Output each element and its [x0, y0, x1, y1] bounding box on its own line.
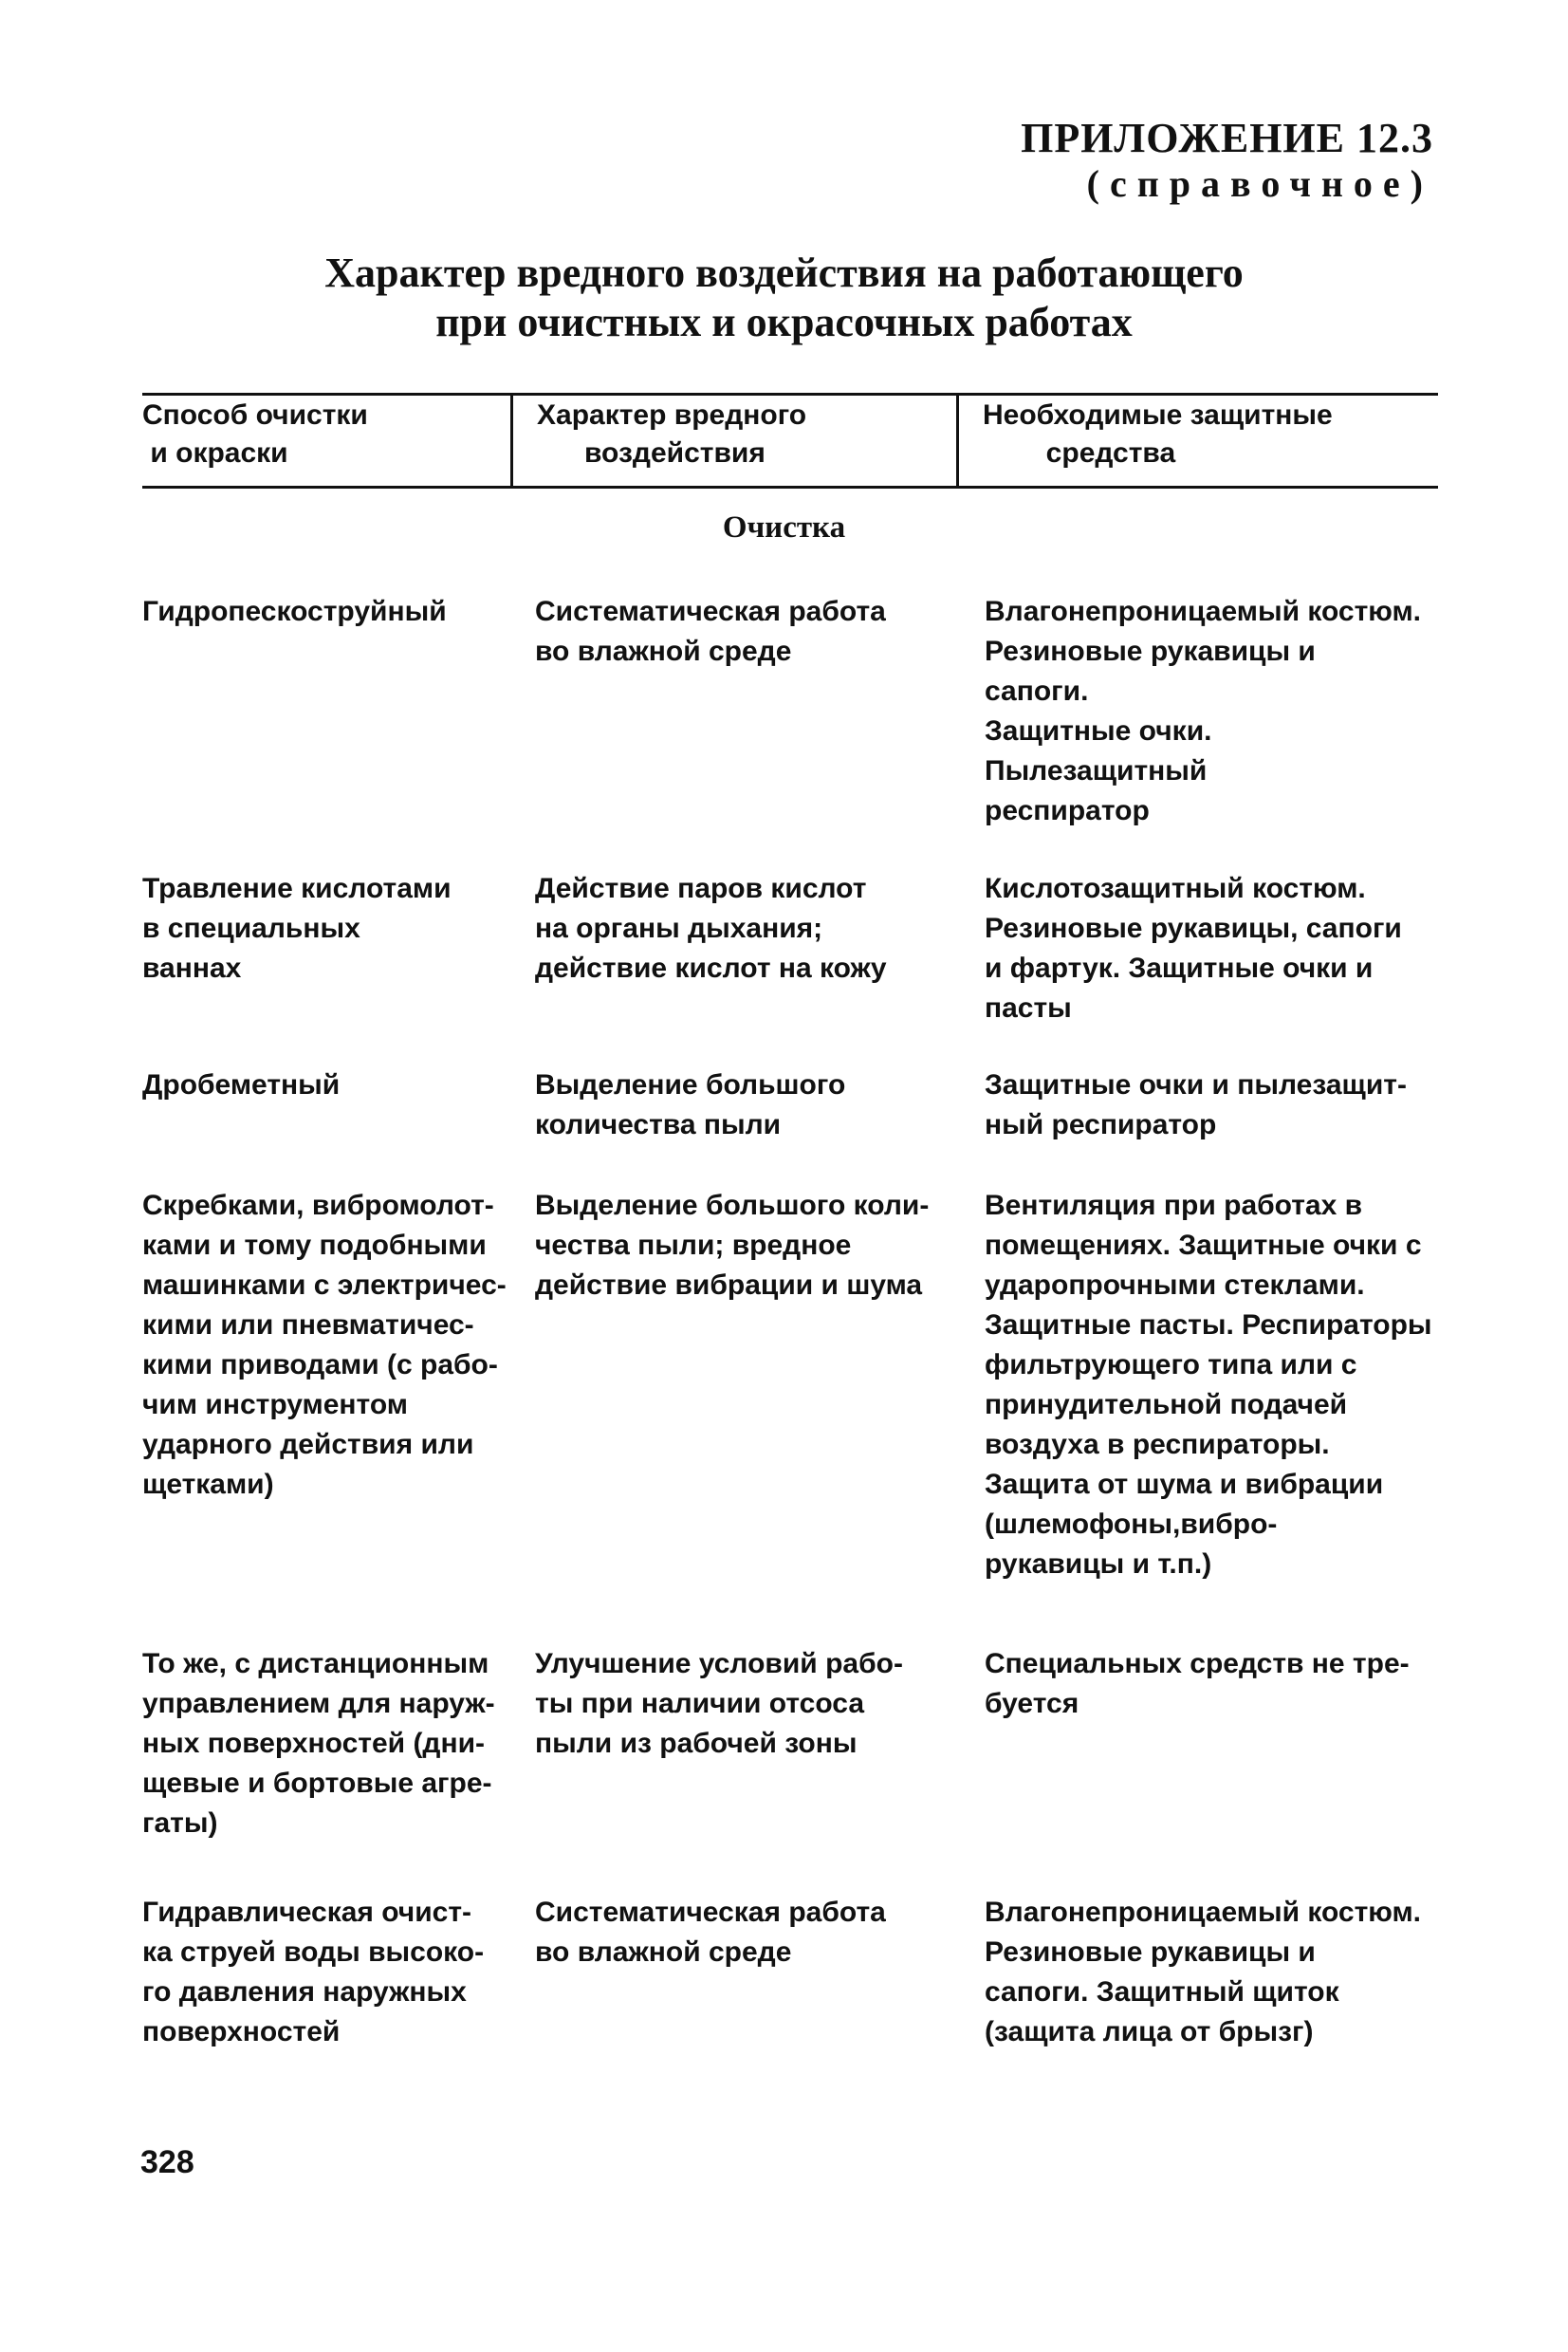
protection-cell: Специальных средств не тре- буется [985, 1648, 1410, 1719]
document-title-line-2: при очистных и окрасочных работах [435, 299, 1133, 345]
protection-cell: Защитные очки и пылезащит- ный респиратор [985, 1069, 1407, 1140]
column-header-method: Способ очистки и окраски [142, 399, 368, 469]
appendix-title: ПРИЛОЖЕНИЕ 12.3 [1021, 115, 1433, 161]
hazard-cell: Улучшение условий рабо- ты при наличии отсоса пыли из рабочей зоны [535, 1648, 903, 1759]
page-number: 328 [140, 2144, 194, 2180]
hazard-cell: Систематическая работа во влажной среде [535, 1897, 886, 1968]
document-title-line-1: Характер вредного воздействия на работающего [324, 250, 1244, 296]
protection-cell: Влагонепроницаемый костюм. Резиновые рукавицы и сапоги. Защитные очки. Пылезащитный респиратор [985, 596, 1422, 826]
appendix-subtitle: (справочное) [1086, 162, 1433, 205]
method-cell: То же, с дистанционным управлением для наруж- ных поверхностей (дни- щевые и бортовые агре- гаты) [142, 1648, 495, 1839]
header-column-divider [510, 393, 513, 489]
hazard-cell: Выделение большого количества пыли [535, 1069, 846, 1140]
section-heading: Очистка [722, 510, 846, 545]
protection-cell: Влагонепроницаемый костюм. Резиновые рукавицы и сапоги. Защитный щиток (защита лица от брызг) [985, 1897, 1422, 2047]
method-cell: Гидропескоструйный [142, 596, 447, 627]
column-header-hazard: Характер вредного воздействия [537, 399, 807, 469]
method-cell: Гидравлическая очист- ка струей воды высоко- го давления наружных поверхностей [142, 1897, 485, 2047]
method-cell: Травление кислотами в специальных ваннах [142, 873, 452, 984]
hazard-cell: Систематическая работа во влажной среде [535, 596, 886, 667]
table-top-rule [142, 393, 1438, 396]
method-cell: Скребками, вибромолот- ками и тому подобными машинками с электричес- кими или пневматичес- кими приводами (с рабо- чим инструментом ударного действия или щетками) [142, 1190, 507, 1500]
protection-cell: Вентиляция при работах в помещениях. Защитные очки с ударопрочными стеклами. Защитные пасты. Респираторы фильтрующего типа или с принудительной подачей воздуха в респираторы. Защита от шума и вибрации (шлемофоны,вибро- рукавицы и т.п.) [985, 1190, 1432, 1580]
hazard-cell: Выделение большого коли- чества пыли; вредное действие вибрации и шума [535, 1190, 930, 1301]
header-column-divider [956, 393, 959, 489]
column-header-protection: Необходимые защитные средства [983, 399, 1333, 469]
document-title [0, 249, 1568, 347]
hazard-cell: Действие паров кислот на органы дыхания; действие кислот на кожу [535, 873, 887, 984]
method-cell: Дробеметный [142, 1069, 341, 1101]
protection-cell: Кислотозащитный костюм. Резиновые рукавицы, сапоги и фартук. Защитные очки и пасты [985, 873, 1402, 1024]
table-header-rule [142, 486, 1438, 489]
